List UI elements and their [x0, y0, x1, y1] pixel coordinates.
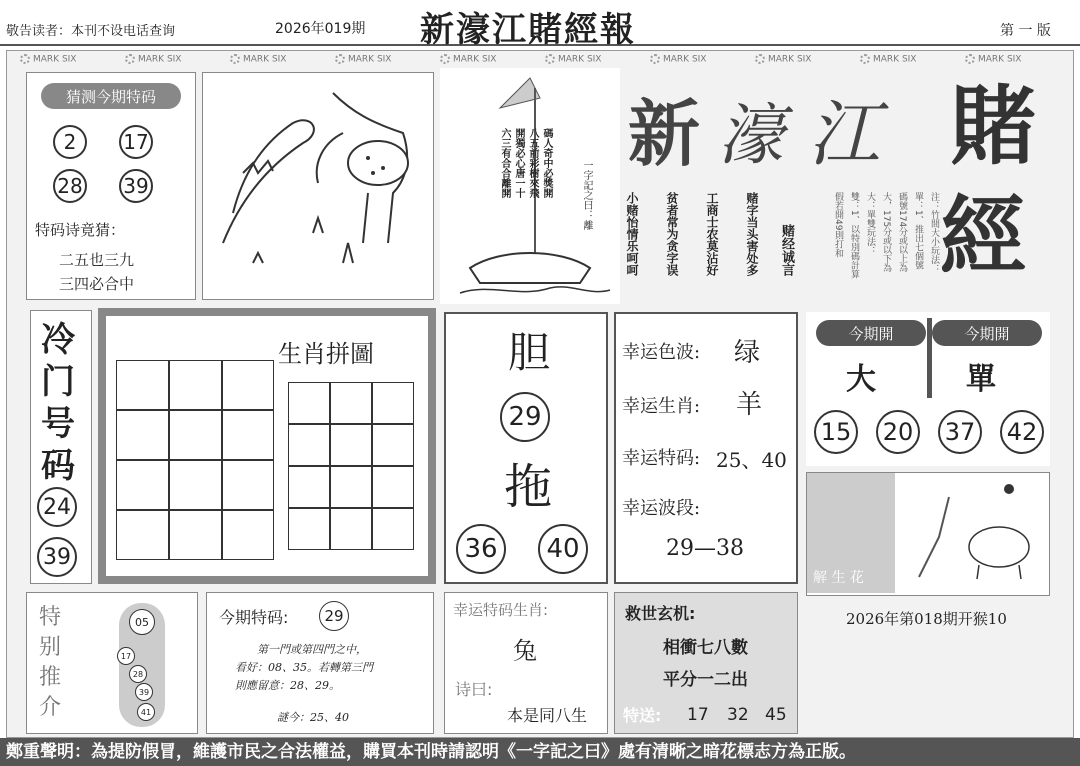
page-header [0, 0, 1080, 50]
mystic-title: 救世玄机: [625, 604, 696, 623]
puzzle-piece [116, 510, 169, 560]
puzzle-grid-b [288, 382, 414, 550]
masthead [628, 76, 928, 186]
lucky-code-label: 幸运特码: [622, 448, 701, 469]
newspaper-title: 新濠江賭經報 [420, 10, 636, 50]
rules-col: 雙：1、以特別碼計算 [849, 192, 859, 279]
poem-line: 二五也三九 [59, 251, 135, 269]
flower-icon [440, 54, 450, 64]
special-number: 32 [727, 705, 749, 725]
poem-line: 三四必合中 [59, 275, 135, 293]
puzzle-piece [222, 460, 274, 510]
masthead-big-char: 賭 [950, 76, 1036, 177]
puzzle-piece [222, 510, 274, 560]
edition-label: 第 一 版 [1000, 23, 1051, 39]
open-value: 單 [966, 362, 996, 397]
sail-text-col: 八五前彩樹來飛 [527, 128, 538, 198]
cold-numbers-panel [30, 310, 92, 584]
lucky-range-label: 幸运波段: [622, 498, 701, 519]
predict-number: 39 [119, 169, 153, 203]
puzzle-piece [372, 508, 414, 550]
quote-col: 贫者常为贪字误 [665, 192, 679, 276]
illustration-caption: 2026年第018期开猴10 [846, 610, 1007, 628]
watermark-text: MARK SIX [348, 54, 392, 65]
puzzle-piece [330, 466, 372, 508]
masthead-big-char: 經 [940, 186, 1026, 287]
puzzle-piece [116, 460, 169, 510]
flower-icon [20, 54, 30, 64]
open-label: 今期開 [816, 320, 926, 346]
flower-icon [755, 54, 765, 64]
deer-illustration [202, 72, 434, 300]
special-number: 45 [765, 705, 787, 725]
rules-col: 大，175分或以下為 [881, 192, 891, 273]
recommend-number: 05 [129, 609, 155, 635]
today-panel [206, 592, 434, 734]
deer-drawing [203, 73, 433, 299]
sail-text-col: 開獨必心唐一十 [513, 128, 524, 198]
mystic-line: 平分一二出 [663, 670, 748, 690]
puzzle-piece [288, 382, 330, 424]
masthead-char: 濠 [718, 97, 784, 174]
recommend-title: 特别推介 [39, 605, 62, 720]
lucky-zodiac-title: 幸运特码生肖: [453, 601, 549, 619]
sail-text-col: 六三有合合離開 [499, 128, 510, 198]
flower-icon [965, 54, 975, 64]
quote-col: 工商士农莫沾好 [705, 192, 719, 276]
puzzle-piece [372, 466, 414, 508]
recommend-panel [26, 592, 198, 734]
watermark-text: MARK SIX [138, 54, 182, 65]
lucky-range-value: 29—38 [666, 536, 744, 561]
predict-panel [26, 72, 196, 300]
today-line: 第一門或第四門之中， [257, 643, 367, 656]
today-line: 則應留意：28、29。 [235, 679, 340, 692]
watermark-text: MARK SIX [558, 54, 602, 65]
masthead-char: 江 [808, 92, 881, 176]
open-number: 20 [876, 410, 920, 454]
puzzle-piece [169, 510, 222, 560]
tuo-title: 拖 [504, 459, 553, 515]
rules-note [806, 190, 946, 306]
rules-col: 碼號174分或以上為 [897, 192, 907, 273]
puzzle-piece [288, 424, 330, 466]
flower-icon [860, 54, 870, 64]
rules-col: 單：1、推出七個號 [913, 192, 923, 270]
sheep-drawing [899, 477, 1047, 589]
puzzle-piece [169, 460, 222, 510]
puzzle-piece [288, 508, 330, 550]
mystic-panel [614, 592, 798, 734]
poem-label: 诗曰: [455, 680, 493, 699]
mystic-line: 相衝七八數 [663, 638, 748, 658]
puzzle-panel [98, 308, 436, 584]
special-label: 特送: [623, 706, 662, 725]
flower-icon [650, 54, 660, 64]
lucky-zodiac-label: 幸运生肖: [622, 396, 701, 417]
rules-col: 大：單雙玩法： [865, 192, 875, 255]
sail-sign: 一字記之曰：離 [581, 160, 592, 230]
sheep-illustration [806, 472, 1050, 596]
quotes-panel [620, 186, 805, 306]
watermark-text: MARK SIX [453, 54, 497, 65]
flower-icon [230, 54, 240, 64]
issue-number: 2026年019期 [275, 21, 366, 37]
cold-number: 24 [37, 487, 77, 527]
watermark-text: MARK SIX [663, 54, 707, 65]
puzzle-piece [330, 424, 372, 466]
lucky-zodiac-value: 兔 [513, 637, 537, 665]
open-value: 大 [846, 362, 876, 397]
puzzle-piece [288, 466, 330, 508]
quotes-label: 赌经诚言 [779, 224, 794, 276]
lucky-color-value: 绿 [734, 338, 761, 368]
puzzle-piece [222, 410, 274, 460]
predict-number: 17 [119, 125, 153, 159]
footer-disclaimer: 鄭重聲明：為提防假冒，維護市民之合法權益，購買本刊時請認明《一字記之曰》處有清晰之暗花標志方為正版。 [0, 738, 1080, 766]
today-number: 29 [319, 601, 349, 631]
lucky-zodiac-value: 羊 [736, 390, 763, 420]
watermark-text: MARK SIX [243, 54, 287, 65]
puzzle-piece [372, 424, 414, 466]
open-panel [806, 312, 1050, 466]
puzzle-piece [116, 360, 169, 410]
recommend-number: 41 [137, 703, 155, 721]
predict-title: 猜测今期特码 [41, 83, 181, 109]
dan-title: 胆 [508, 328, 551, 377]
watermark-text: MARK SIX [33, 54, 77, 65]
special-number: 17 [687, 705, 709, 725]
divider [927, 318, 932, 398]
lucky-code-value: 25、40 [716, 448, 787, 472]
recommend-number: 17 [117, 647, 135, 665]
rules-col: 注：竹間大小玩法： [929, 192, 939, 273]
masthead-char: 新 [628, 91, 701, 176]
puzzle-piece [116, 410, 169, 460]
today-footnote: 謎今：25、40 [277, 711, 349, 724]
poem-title: 特码诗竟猜： [35, 221, 126, 239]
sail-illustration [440, 68, 620, 304]
open-number: 15 [814, 410, 858, 454]
tuo-number: 36 [456, 524, 506, 574]
puzzle-piece [330, 508, 372, 550]
dan-number: 29 [500, 392, 550, 442]
today-label: 今期特码: [219, 608, 289, 627]
poem-text: 本是同八生 [507, 706, 588, 725]
dan-tuo-panel [444, 312, 608, 584]
puzzle-piece [222, 360, 274, 410]
flower-icon [125, 54, 135, 64]
puzzle-piece [372, 382, 414, 424]
open-label: 今期開 [932, 320, 1042, 346]
rules-col: 假若開49則打和 [833, 192, 843, 258]
tuo-number: 40 [538, 524, 588, 574]
lucky-zodiac-panel [444, 592, 608, 734]
flower-icon [545, 54, 555, 64]
cold-title: 冷门号码 [41, 320, 75, 486]
watermark-text: MARK SIX [768, 54, 812, 65]
reader-notice: 敬告读者：本刊不设电话查询 [6, 24, 176, 39]
watermark-strip [20, 54, 1060, 68]
cold-number: 39 [37, 537, 77, 577]
open-number: 42 [1000, 410, 1044, 454]
watermark-text: MARK SIX [978, 54, 1022, 65]
sail-text-col: 碼人奇中必獎開 [541, 128, 552, 198]
puzzle-piece [330, 382, 372, 424]
open-number: 37 [938, 410, 982, 454]
puzzle-grid-a [116, 360, 274, 560]
quote-col: 小赌怡情乐呵呵 [625, 192, 639, 276]
puzzle-piece [169, 410, 222, 460]
predict-number: 28 [53, 169, 87, 203]
watermark-text: MARK SIX [873, 54, 917, 65]
today-line: 看好：08、35。若轉第三門 [235, 661, 373, 674]
predict-number: 2 [53, 125, 87, 159]
recommend-number: 39 [135, 683, 153, 701]
flower-icon [335, 54, 345, 64]
lucky-color-label: 幸运色波: [622, 342, 701, 363]
quote-col: 赌字当头害处多 [745, 192, 759, 276]
illustration-badge: 解 生 花 [813, 570, 864, 586]
puzzle-title: 生肖拼圖 [278, 340, 374, 368]
recommend-number: 28 [129, 665, 147, 683]
lucky-panel [614, 312, 798, 584]
puzzle-piece [169, 360, 222, 410]
